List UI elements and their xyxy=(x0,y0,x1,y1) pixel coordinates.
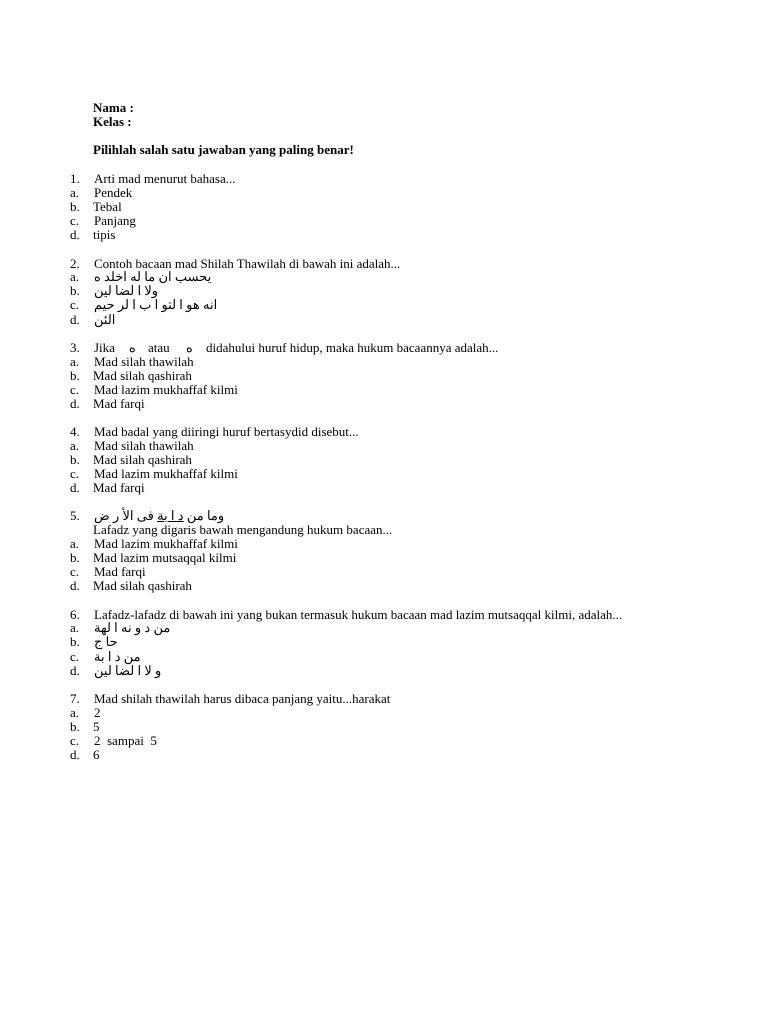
question-number: 1. xyxy=(70,171,80,186)
option-label: d. xyxy=(70,578,80,593)
option-text: Mad silah qashirah xyxy=(93,452,192,467)
question-number: 7. xyxy=(70,691,80,706)
option-label: d. xyxy=(70,312,80,327)
option-text: Mad lazim mukhaffaf kilmi xyxy=(94,466,238,481)
option-label: b. xyxy=(70,368,80,383)
question-number: 2. xyxy=(70,256,80,271)
option-text: 2 xyxy=(94,705,101,720)
option-label: c. xyxy=(70,466,80,481)
question-text-part: Jika xyxy=(94,340,115,355)
option-label: c. xyxy=(70,382,80,397)
option-text: Mad lazim mukhaffaf kilmi xyxy=(94,382,238,397)
option-label: a. xyxy=(70,185,80,200)
question-text: Mad badal yang diiringi huruf bertasydid disebut... xyxy=(94,424,359,439)
option-text: Mad silah thawilah xyxy=(94,438,194,453)
option-text: Mad lazim mukhaffaf kilmi xyxy=(94,536,238,551)
question-text-part: atau xyxy=(148,340,170,355)
option-label: b. xyxy=(70,719,80,734)
nama-label: Nama : xyxy=(93,100,134,115)
question-arabic-letter: ه xyxy=(129,340,136,355)
option-text: Panjang xyxy=(94,213,136,228)
option-text: Mad farqi xyxy=(93,396,145,411)
question-number: 6. xyxy=(70,607,80,622)
option-arabic-text: انه هو ا لتو ا ب ا لر حيم xyxy=(94,297,218,312)
option-label: b. xyxy=(70,199,80,214)
option-arabic-text: حا ج xyxy=(94,634,118,649)
question-arabic-verse xyxy=(94,509,224,523)
option-arabic-text: يحسب ان ما له اخلد ه xyxy=(94,269,212,284)
option-label: d. xyxy=(70,227,80,242)
option-label: d. xyxy=(70,480,80,495)
option-label: a. xyxy=(70,536,80,551)
question-arabic-letter: ه xyxy=(186,340,193,355)
arabic-underlined-word: د ا بة xyxy=(157,508,184,523)
question-text: Contoh bacaan mad Shilah Thawilah di bawah ini adalah... xyxy=(94,256,401,271)
option-arabic-text: من د و نه ا لهة xyxy=(94,620,171,635)
question-number: 3. xyxy=(70,340,80,355)
option-label: b. xyxy=(70,550,80,565)
option-arabic-text: و لا ا لضا لين xyxy=(94,663,162,678)
option-label: b. xyxy=(70,283,80,298)
option-text: Mad farqi xyxy=(94,564,146,579)
option-arabic-text: من د ا بة xyxy=(94,649,141,664)
question-text: Lafadz-lafadz di bawah ini yang bukan termasuk hukum bacaan mad lazim mutsaqqal kilmi, adalah... xyxy=(94,607,623,622)
instruction-heading: Pilihlah salah satu jawaban yang paling benar! xyxy=(93,142,354,157)
option-label: c. xyxy=(70,297,80,312)
option-text: tipis xyxy=(93,227,116,242)
option-arabic-text: ولا ا لضا لين xyxy=(94,283,159,298)
kelas-label: Kelas : xyxy=(93,114,132,129)
option-text: Mad silah qashirah xyxy=(93,368,192,383)
option-text: Tebal xyxy=(93,199,122,214)
option-text: 2 sampai 5 xyxy=(94,733,157,748)
question-text: Mad shilah thawilah harus dibaca panjang yaitu...harakat xyxy=(94,691,391,706)
option-label: a. xyxy=(70,620,80,635)
option-label: b. xyxy=(70,634,80,649)
option-label: a. xyxy=(70,354,80,369)
question-text: Arti mad menurut bahasa... xyxy=(94,171,236,186)
option-label: d. xyxy=(70,663,80,678)
option-text: Mad farqi xyxy=(93,480,145,495)
question-text-part: didahului huruf hidup, maka hukum bacaannya adalah... xyxy=(206,340,499,355)
question-text: Lafadz yang digaris bawah mengandung hukum bacaan... xyxy=(93,522,393,537)
option-label: c. xyxy=(70,649,80,664)
option-text: Mad silah thawilah xyxy=(94,354,194,369)
option-text: Mad lazim mutsaqqal kilmi xyxy=(93,550,237,565)
option-arabic-text: الئن xyxy=(94,312,116,327)
question-number: 5. xyxy=(70,508,80,523)
option-label: d. xyxy=(70,396,80,411)
option-label: c. xyxy=(70,733,80,748)
option-label: a. xyxy=(70,269,80,284)
option-text: Pendek xyxy=(94,185,133,200)
question-number: 4. xyxy=(70,424,80,439)
option-label: a. xyxy=(70,438,80,453)
arabic-verse-end: فى الأ ر ض xyxy=(94,508,158,523)
option-label: b. xyxy=(70,452,80,467)
option-text: Mad silah qashirah xyxy=(93,578,192,593)
option-label: d. xyxy=(70,747,80,762)
option-label: c. xyxy=(70,564,80,579)
arabic-verse-start: وما من xyxy=(183,508,225,523)
option-label: c. xyxy=(70,213,80,228)
option-label: a. xyxy=(70,705,80,720)
option-text: 5 xyxy=(93,719,100,734)
option-text: 6 xyxy=(93,747,100,762)
